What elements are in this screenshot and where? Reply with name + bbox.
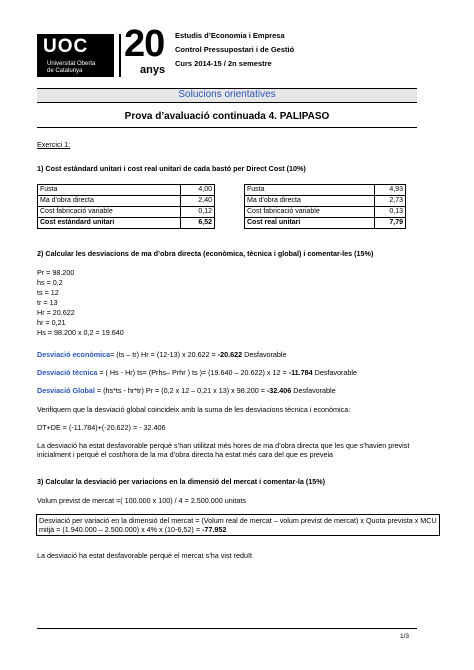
question-1: 1) Cost estàndard unitari i cost real unitari de cada bastó per Direct Cost (10%) (37, 164, 306, 173)
table-cell: 0,12 (181, 207, 215, 218)
technical-deviation-label: Desviació tècnica (37, 368, 98, 377)
header-line-1: Estudis d’Economia i Empresa (175, 31, 285, 40)
technical-deviation (37, 368, 357, 377)
economic-deviation-result: -20.622 (217, 350, 243, 359)
logo-text: UOC (43, 36, 89, 57)
comment-q2: La desviació ha estat desfavorable perquè s’han utilitzat més hores de ma d’obra directa que les que s’havien previst inicialment i perquè el cost/hora de la ma d’obra directa ha estat més cara del que es preveia (37, 441, 410, 459)
table-row (245, 207, 406, 218)
technical-deviation-result: -11.784 (288, 368, 313, 377)
economic-deviation-label: Desviació econòmica (37, 350, 111, 359)
technical-deviation-formula: = ( Hs - Hr) ts= (Prhs– Prhr ) ts )= (19.640 – 20.622) x 12 = (97, 368, 289, 377)
logo-sub2: de Catalunya (47, 68, 83, 74)
table-cell: Cost fabricació variable (38, 207, 181, 218)
band-bottom-rule (37, 102, 417, 103)
table-cell: Cost estàndard unitari (38, 218, 181, 229)
table-cell: 7,79 (374, 218, 405, 229)
economic-deviation-tail: Desfavorable (242, 350, 287, 359)
table-cell: Cost real unitari (245, 218, 375, 229)
table-cell: 4,00 (181, 185, 215, 196)
global-deviation-result: -32.406 (266, 386, 292, 395)
table-cell: 6,52 (181, 218, 215, 229)
verify-text: Verifiquem que la desviació global coincideix amb la suma de les desviacions tècnica i econòmica: (37, 405, 351, 414)
data-line: tr = 13 (37, 298, 58, 307)
header-line-2: Control Pressupostari i de Gestió (175, 45, 295, 54)
table-row (38, 218, 215, 229)
page-number: 1/3 (400, 633, 410, 640)
logo-divider (119, 34, 121, 77)
title-rule (37, 127, 417, 128)
economic-deviation (37, 350, 287, 359)
sum-text: DT+DE = (-11.784)+(-20.622) = - 32.406 (37, 423, 166, 432)
data-line: hs = 0,2 (37, 278, 63, 287)
comment-q3: La desviació ha estat desfavorable perquè el mercat s’ha vist reduït (37, 551, 252, 560)
market-deviation-box (36, 514, 440, 536)
table-cell: Cost fabricació variable (245, 207, 375, 218)
global-deviation-label: Desviació Global (37, 386, 95, 395)
global-deviation-tail: Desfavorable (291, 386, 336, 395)
logo-subtitle (47, 61, 95, 75)
table-row (245, 218, 406, 229)
footer-rule (37, 628, 417, 629)
table-cell: 2,73 (374, 196, 405, 207)
data-line: Hr = 20.622 (37, 308, 75, 317)
anniversary-word: anys (140, 64, 166, 76)
real-cost-table (244, 184, 406, 229)
question-3: 3) Calcular la desviació per variacions en la dimensió del mercat i comentar-la (15%) (37, 477, 326, 486)
band-title: Solucions orientatives (178, 89, 276, 100)
document-title: Prova d’avaluació continuada 4. PALIPASO (124, 111, 330, 122)
table-row (245, 196, 406, 207)
technical-deviation-tail: Desfavorable (312, 368, 358, 377)
data-line: ts = 12 (37, 288, 59, 297)
standard-cost-table (37, 184, 215, 229)
data-line: Hs = 98.200 x 0,2 = 19.640 (37, 328, 124, 337)
market-volume-text: Volum previst de mercat =( 100.000 x 100) / 4 = 2.500.000 unitats (37, 496, 246, 505)
table-cell: Ma d'obra directa (38, 196, 181, 207)
table-cell: 2,40 (181, 196, 215, 207)
table-row (38, 207, 215, 218)
logo-sub1: Universitat Oberta (47, 61, 96, 67)
data-line: Pr = 98.200 (37, 268, 75, 277)
header-line-3: Curs 2014-15 / 2n semestre (175, 59, 272, 68)
table-cell: 0,13 (374, 207, 405, 218)
exercise-label: Exercici 1: (37, 140, 71, 149)
table-cell: Fusta (245, 185, 375, 196)
global-deviation-formula: = (hs*ts - hr*tr) Pr = (0,2 x 12 – 0,21 x 13) x 98.200 = (94, 386, 267, 395)
market-deviation-text: Desviació per variació en la dimensió del mercat = (Volum real de mercat – volum previst de mercat) x Quota prevista x MCU mitjà = (1.940.000 – 2.500.000) x 4% x (10-6,52) = (39, 516, 437, 534)
table-cell: Fusta (38, 185, 181, 196)
table-row (245, 185, 406, 196)
data-line: hr = 0,21 (37, 318, 66, 327)
table-cell: Ma d'obra directa (245, 196, 375, 207)
question-2: 2) Calcular les desviacions de ma d’obra directa (econòmica, tècnica i global) i comentar-les (15%) (37, 249, 374, 258)
global-deviation (37, 386, 336, 395)
economic-deviation-formula: = (ts – tr) Hr = (12-13) x 20.622 = (110, 350, 218, 359)
table-row (38, 196, 215, 207)
market-deviation-result: -77.952 (202, 525, 227, 534)
uoc-logo (37, 34, 114, 77)
table-cell: 4,93 (374, 185, 405, 196)
anniversary-number: 20 (124, 23, 165, 65)
table-row (38, 185, 215, 196)
